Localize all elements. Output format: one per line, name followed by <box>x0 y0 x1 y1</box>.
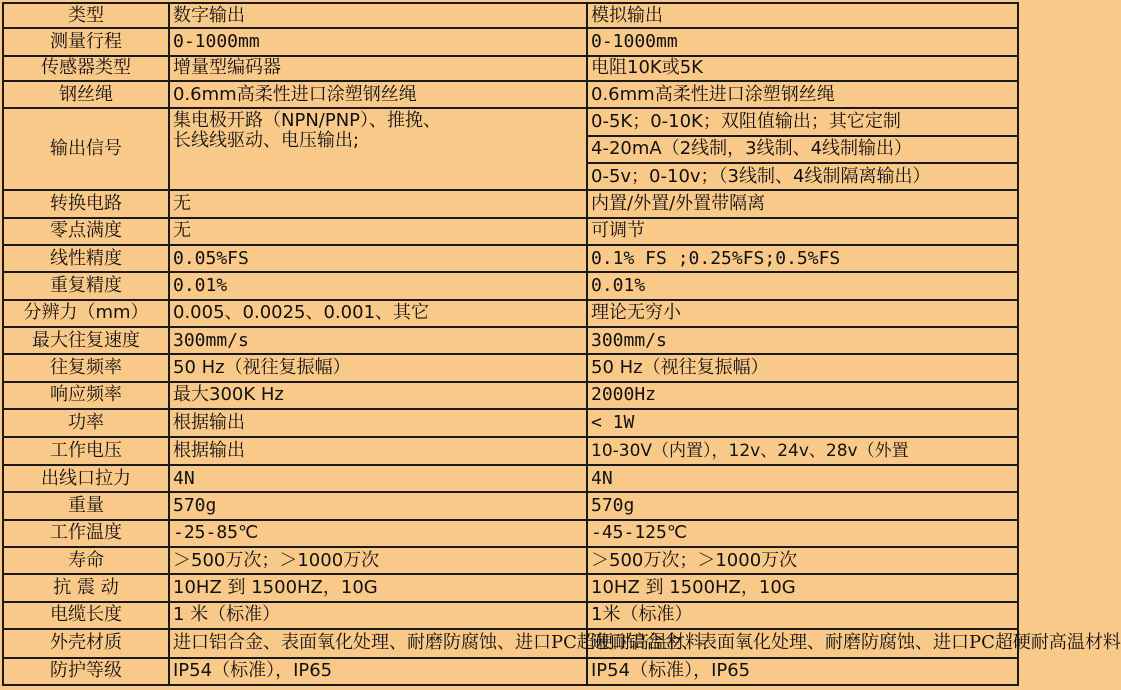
table-row <box>3 437 1018 465</box>
analog-value: < 1W <box>587 409 1018 436</box>
analog-value: 可调节 <box>587 218 1018 245</box>
digital-value: 570g <box>169 492 587 519</box>
row-label: 电缆长度 <box>3 602 169 629</box>
table-row <box>3 354 1018 381</box>
header-row <box>3 3 1018 28</box>
analog-value: 理论无穷小 <box>587 300 1018 327</box>
digital-value: 最大300K Hz <box>169 382 587 409</box>
table-row <box>3 300 1018 327</box>
row-label: 重量 <box>3 492 169 519</box>
row-label: 重复精度 <box>3 272 169 299</box>
table-row <box>3 629 1018 657</box>
table-row <box>3 602 1018 629</box>
digital-signal-line: 长线线驱动、电压输出; <box>173 130 360 152</box>
digital-value: 无 <box>169 190 587 217</box>
row-label: 寿命 <box>3 547 169 574</box>
digital-value: 无 <box>169 218 587 245</box>
row-label: 线性精度 <box>3 245 169 272</box>
analog-value: 10-30V（内置），12v、24v、28v（外置 <box>587 437 1018 465</box>
analog-value: 4-20mA（2线制，3线制、4线制输出） <box>587 136 1018 163</box>
digital-value: 10HZ 到 1500HZ，10G <box>169 574 587 601</box>
analog-value: 0.1% FS ;0.25%FS;0.5%FS <box>587 245 1018 272</box>
row-label: 出线口拉力 <box>3 465 169 492</box>
header-analog-output: 模拟输出 <box>587 3 1018 28</box>
analog-value: 0-5K；0-10K；双阻值输出；其它定制 <box>587 108 1018 135</box>
row-label: 抗 震 动 <box>3 574 169 601</box>
row-label: 工作温度 <box>3 520 169 547</box>
analog-value: 300mm/s <box>587 327 1018 354</box>
digital-value: 0.01% <box>169 272 587 299</box>
digital-value: ＞500万次；＞1000万次 <box>169 547 587 574</box>
header-digital-output: 数字输出 <box>169 3 587 28</box>
table-row <box>3 547 1018 574</box>
analog-value: 0-1000mm <box>587 28 1018 55</box>
analog-value: 2000Hz <box>587 382 1018 409</box>
digital-value: IP54（标准），IP65 <box>169 658 587 686</box>
analog-value: 50 Hz（视往复振幅） <box>587 354 1018 381</box>
digital-value <box>169 108 587 190</box>
row-label: 最大往复速度 <box>3 327 169 354</box>
digital-value: 增量型编码器 <box>169 56 587 81</box>
digital-value: 4N <box>169 465 587 492</box>
analog-value: 0.6mm高柔性进口涂塑钢丝绳 <box>587 81 1018 108</box>
table-row <box>3 28 1018 55</box>
digital-value: 300mm/s <box>169 327 587 354</box>
table-row <box>3 56 1018 81</box>
digital-value: 50 Hz（视往复振幅） <box>169 354 587 381</box>
table-row <box>3 272 1018 299</box>
analog-value: 电阻10K或5K <box>587 56 1018 81</box>
table-row <box>3 658 1018 686</box>
row-label: 钢丝绳 <box>3 81 169 108</box>
table-row <box>3 409 1018 436</box>
digital-signal-line: 集电极开路（NPN/PNP）、推挽、 <box>173 110 442 132</box>
digital-value: 1 米（标准） <box>169 602 587 629</box>
row-label: 功率 <box>3 409 169 436</box>
row-label: 转换电路 <box>3 190 169 217</box>
digital-value: 0.6mm高柔性进口涂塑钢丝绳 <box>169 81 587 108</box>
header-type-label: 类型 <box>3 3 169 28</box>
analog-value: 570g <box>587 492 1018 519</box>
table-row <box>3 492 1018 519</box>
analog-value: 10HZ 到 1500HZ，10G <box>587 574 1018 601</box>
table-row <box>3 520 1018 547</box>
analog-value: ＞500万次；＞1000万次 <box>587 547 1018 574</box>
digital-value: 根据输出 <box>169 409 587 436</box>
row-label: 分辨力（mm） <box>3 300 169 327</box>
row-label: 往复频率 <box>3 354 169 381</box>
table-row <box>3 245 1018 272</box>
row-label: 响应频率 <box>3 382 169 409</box>
digital-value: 0.05%FS <box>169 245 587 272</box>
table-row <box>3 327 1018 354</box>
row-label: 输出信号 <box>3 108 169 190</box>
spec-table <box>2 2 1121 686</box>
digital-value: -25-85℃ <box>169 520 587 547</box>
table-row <box>3 190 1018 217</box>
digital-value: 根据输出 <box>169 437 587 465</box>
row-label: 测量行程 <box>3 28 169 55</box>
table-row <box>3 218 1018 245</box>
digital-value: 0-1000mm <box>169 28 587 55</box>
analog-value: 0.01% <box>587 272 1018 299</box>
table-row <box>3 382 1018 409</box>
table-row <box>3 108 1018 135</box>
row-label: 传感器类型 <box>3 56 169 81</box>
row-label: 工作电压 <box>3 437 169 465</box>
analog-value: 0-5v；0-10v；（3线制、4线制隔离输出） <box>587 163 1018 190</box>
analog-value: 4N <box>587 465 1018 492</box>
row-label: 外壳材质 <box>3 629 169 657</box>
table-row <box>3 574 1018 601</box>
row-label: 零点满度 <box>3 218 169 245</box>
digital-value: 进口铝合金、表面氧化处理、耐磨防腐蚀、进口PC超硬耐高温材料 <box>169 629 587 657</box>
digital-value: 0.005、0.0025、0.001、其它 <box>169 300 587 327</box>
analog-value: 进口铝合金、表面氧化处理、耐磨防腐蚀、进口PC超硬耐高温材料 <box>587 629 1018 657</box>
table-row <box>3 81 1018 108</box>
analog-value: IP54（标准），IP65 <box>587 658 1018 686</box>
analog-value: -45-125℃ <box>587 520 1018 547</box>
table-row <box>3 465 1018 492</box>
analog-value: 内置/外置/外置带隔离 <box>587 190 1018 217</box>
analog-value: 1米（标准） <box>587 602 1018 629</box>
row-label: 防护等级 <box>3 658 169 686</box>
